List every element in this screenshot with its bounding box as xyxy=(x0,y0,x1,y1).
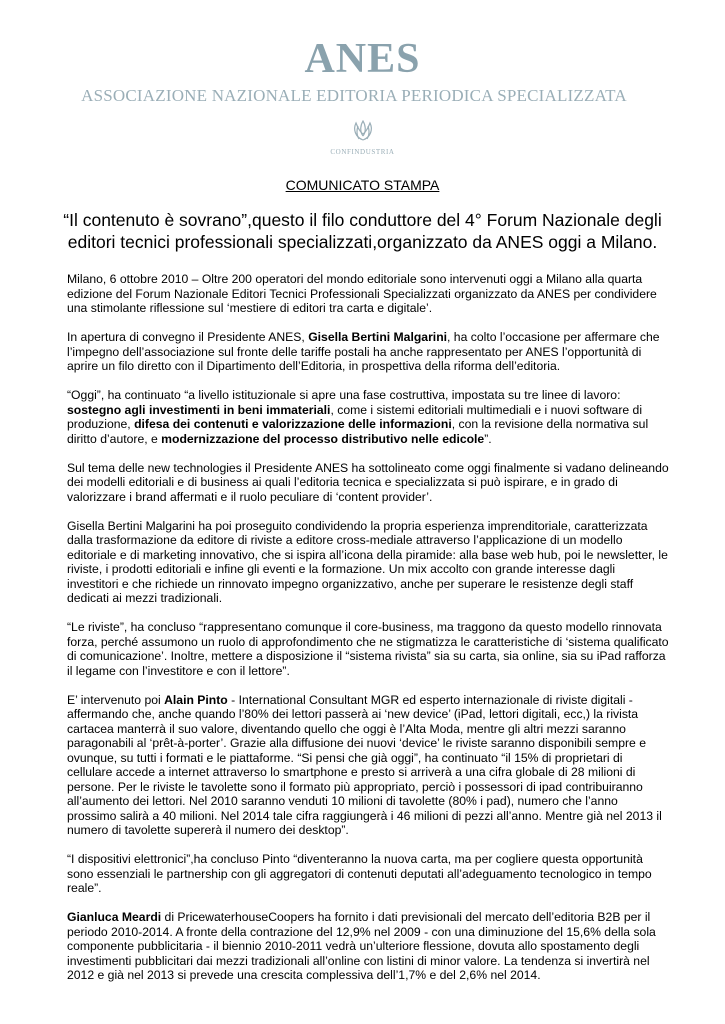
paragraph-2: In apertura di convegno il Presidente ANES, Gisella Bertini Malgarini, ha colto l’occasione per affermare che l’impegno dell’associazione sul fronte delle tariffe postali ha anche rappresentato per ANES l’opportunità di aprire un filo diretto con il Dipartimento dell’Editoria, in prospettiva della riforma dell’editoria. xyxy=(67,330,660,373)
affiliation-label: CONFINDUSTRIA xyxy=(330,148,395,156)
confindustria-mark xyxy=(0,120,725,156)
logo-text: ANES xyxy=(304,36,421,82)
paragraph-9: Gianluca Meardi di PricewaterhouseCoopers ha fornito i dati previsionali del mercato dell’editoria B2B per il periodo 2010-2014. A fronte della contrazione del 12,9% nel 2009 - con una diminuzione del 15,6% della sola componente pubblicitaria - il biennio 2010-2011 vedrà un’ulteriore flessione, dovuta allo spostamento degli investimenti pubblicitari dai mezzi tradizionali all’online con listini di minor valore. La tendenza si invertirà nel 2012 e già nel 2013 si prevede una crescita complessiva dell’1,7% e del 2,6% nel 2014. xyxy=(67,910,656,982)
name-gianluca-meardi: Gianluca Meardi xyxy=(67,910,162,924)
paragraph-7: E’ intervenuto poi Alain Pinto - International Consultant MGR ed esperto internazionale di riviste digitali - affermando che, anche quando l’80% dei lettori passerà ai ‘new device’ (iPad, lettori digitali, ecc,) la rivista cartacea manterrà il suo valore, diventando quello che oggi è l’Alta Moda, mentre gli altri mezzi saranno paragonabili al ‘prêt-à-porter’. Grazie alla diffusione dei nuovi ‘device’ le riviste saranno disponibili sempre e ovunque, su tutti i formati e le piattaforme. “Si pensi che già oggi”, ha continuato “il 15% di proprietari di cellulare accede a internet attraverso lo smartphone e presto si arriverà a una cifra globale di 28 milioni di persone. Per le riviste le tavolette sono il formato più appropriato, perciò i possessori di ipad contribuiranno all’aumento dei lettori. Nel 2010 saranno venduti 10 milioni di tavolette (80% i pad), numero che l’anno prossimo salirà a 40 milioni. Nel 2014 tale cifra raggiungerà i 46 milioni di pezzi all’anno. Mentre già nel 2013 il numero di tavolette supererà il numero dei desktop”. xyxy=(67,692,662,837)
document-label: COMUNICATO STAMPA xyxy=(285,177,440,193)
name-bertini-malgarini: Gisella Bertini Malgarini xyxy=(308,330,448,344)
paragraph-4: Sul tema delle new technologies il Presidente ANES ha sottolineato come oggi finalmente si vadano delineando dei modelli editoriali e di business ai quali l’editoria tecnica e specializzata si può ispirare, e in grado di valorizzare i brand affermati e il ruolo peculiare di ‘content provider’. xyxy=(67,460,669,504)
paragraph-8: “I dispositivi elettronici”,ha concluso Pinto “diventeranno la nuova carta, ma per cogliere questa opportunità sono essenziali le partnership con gli aggregatori di contenuti deputati all’adeguamento tecnologico in tempo reale”. xyxy=(67,852,652,895)
org-full-name: ASSOCIAZIONE NAZIONALE EDITORIA PERIODICA SPECIALIZZATA xyxy=(81,86,627,105)
confindustria-emblem-icon xyxy=(350,120,376,142)
name-alain-pinto: Alain Pinto xyxy=(164,692,228,707)
paragraph-6: “Le riviste”, ha concluso “rappresentano comunque il core-business, ma traggono da questo modello rinnovata forza, perché assumono un ruolo di approfondimento che ne stigmatizza le caratteristiche di ‘sistema qualificato di comunicazione’. Inoltre, mettere a disposizione il “sistema rivista” sia su carta, sia online, sia su iPad rafforza il legame con l’investitore e con il lettore”. xyxy=(67,620,669,678)
paragraph-1: Milano, 6 ottobre 2010 – Oltre 200 operatori del mondo editoriale sono intervenuti oggi a Milano alla quarta edizione del Forum Nazionale Editori Tecnici Professionali Specializzati organizzato da ANES per condividere una stimolante riflessione sul ‘mestiere di editori tra carta e digitale’. xyxy=(67,272,657,315)
anes-logo xyxy=(0,38,725,106)
article-body xyxy=(67,272,669,997)
headline: “Il contenuto è sovrano”,questo il filo conduttore del 4° Forum Nazionale degli editori tecnici professionali specializzati,organizzato da ANES oggi a Milano. xyxy=(63,210,662,252)
emphasis-distribuzione: modernizzazione del processo distributivo nelle edicole xyxy=(161,431,485,446)
paragraph-3: “Oggi”, ha continuato “a livello istituzionale si apre una fase costruttiva, impostata su tre linee di lavoro: sostegno agli investimenti in beni immateriali, come i sistemi editoriali multimediali e i nuovi software di produzione, difesa dei contenuti e valorizzazione delle informazioni, con la revisione della normativa sul diritto d’autore, e modernizzazione del processo distributivo nelle edicole”. xyxy=(67,388,649,446)
paragraph-5: Gisella Bertini Malgarini ha poi proseguito condividendo la propria esperienza imprenditoriale, caratterizzata dalla trasformazione da editore di riviste a editore cross-mediale attraverso l’applicazione di un modello editoriale e di marketing innovativo, che si ispira all’icona della piramide: alla base web hub, poi le newsletter, le riviste, i prodotti editoriali e infine gli eventi e la formazione. Un mix accolto con grande interesse dagli investitori e che richiede un rinnovato impegno organizzativo, anche per superare le resistenze degli staff dedicati ai mezzi tradizionali. xyxy=(67,518,668,605)
emphasis-investimenti: sostegno agli investimenti in beni immateriali xyxy=(67,402,331,417)
emphasis-contenuti: difesa dei contenuti e valorizzazione delle informazioni xyxy=(134,417,452,431)
